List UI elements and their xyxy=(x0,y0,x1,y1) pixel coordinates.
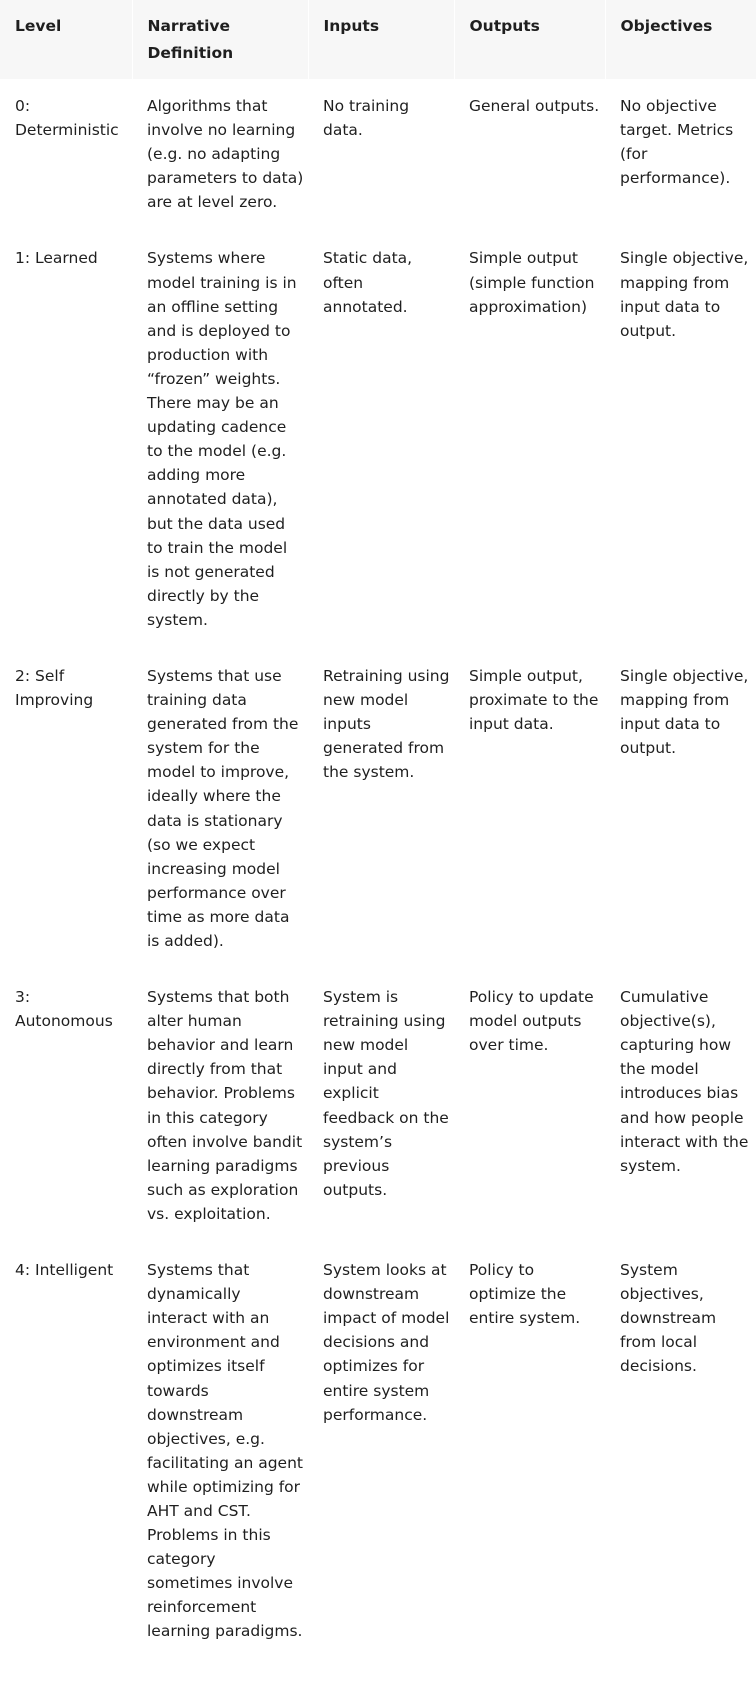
objectives-cell: Single objective, mapping from input data to output. xyxy=(620,666,749,758)
outputs-cell: Simple output (simple function approximation) xyxy=(469,249,595,316)
level-cell: 2: Self Improving xyxy=(15,666,94,710)
table-row xyxy=(0,79,756,231)
definition-cell: Systems that dynamically interact with an environment and optimizes itself towards downstream objectives, e.g. facilitating an agent while optimizing for AHT and CST. Problems in this category sometimes involve reinforcement learning paradigms. xyxy=(147,1261,303,1641)
outputs-cell: General outputs. xyxy=(469,97,600,115)
objectives-cell: No objective target. Metrics (for performance). xyxy=(620,97,734,188)
header-narrative-definition: Narrative Definition xyxy=(132,0,308,79)
definition-cell: Systems where model training is in an offline setting and is deployed to production with “frozen” weights. There may be an updating cadence to the model (e.g. adding more annotated data), but the data used to train the model is not generated directly by the system. xyxy=(147,249,297,629)
definition-cell: Systems that use training data generated from the system for the model to improve, ideally where the data is stationary (so we expect increasing model performance over time as more data is added). xyxy=(147,666,299,950)
inputs-cell: No training data. xyxy=(323,97,410,140)
table-row xyxy=(0,970,756,1243)
objectives-cell: Single objective, mapping from input data to output. xyxy=(620,249,749,340)
objectives-cell: System objectives, downstream from local decisions. xyxy=(620,1261,717,1376)
header-objectives: Objectives xyxy=(605,0,756,79)
table-row xyxy=(0,231,756,649)
inputs-cell: Retraining using new model inputs generated from the system. xyxy=(323,666,450,782)
outputs-cell: Policy to update model outputs over time. xyxy=(469,988,594,1055)
header-inputs: Inputs xyxy=(308,0,454,79)
definition-cell: Systems that both alter human behavior and learn directly from that behavior. Problems in this category often involve bandit learning paradigms such as exploration vs. exploitation. xyxy=(147,988,303,1223)
level-cell: 4: Intelligent xyxy=(15,1261,114,1280)
level-cell: 1: Learned xyxy=(15,249,98,268)
table-row xyxy=(0,649,756,970)
objectives-cell: Cumulative objective(s), capturing how the model introduces bias and how people interact with the system. xyxy=(620,988,749,1175)
outputs-cell: Simple output, proximate to the input data. xyxy=(469,666,599,734)
table-row xyxy=(0,1243,756,1661)
header-row xyxy=(0,0,756,79)
outputs-cell: Policy to optimize the entire system. xyxy=(469,1261,581,1328)
inputs-cell: System is retraining using new model input and explicit feedback on the system’s previous outputs. xyxy=(323,988,449,1199)
inputs-cell: Static data, often annotated. xyxy=(323,249,413,316)
header-level: Level xyxy=(0,0,132,79)
table-body xyxy=(0,79,756,1661)
level-cell: 3: Autonomous xyxy=(15,988,113,1031)
inputs-cell: System looks at downstream impact of model decisions and optimizes for entire system performance. xyxy=(323,1261,450,1424)
level-cell: 0: Deterministic xyxy=(15,97,119,140)
header-outputs: Outputs xyxy=(454,0,605,79)
table-header xyxy=(0,0,756,79)
definition-cell: Algorithms that involve no learning (e.g. no adapting parameters to data) are at level zero. xyxy=(147,97,304,212)
